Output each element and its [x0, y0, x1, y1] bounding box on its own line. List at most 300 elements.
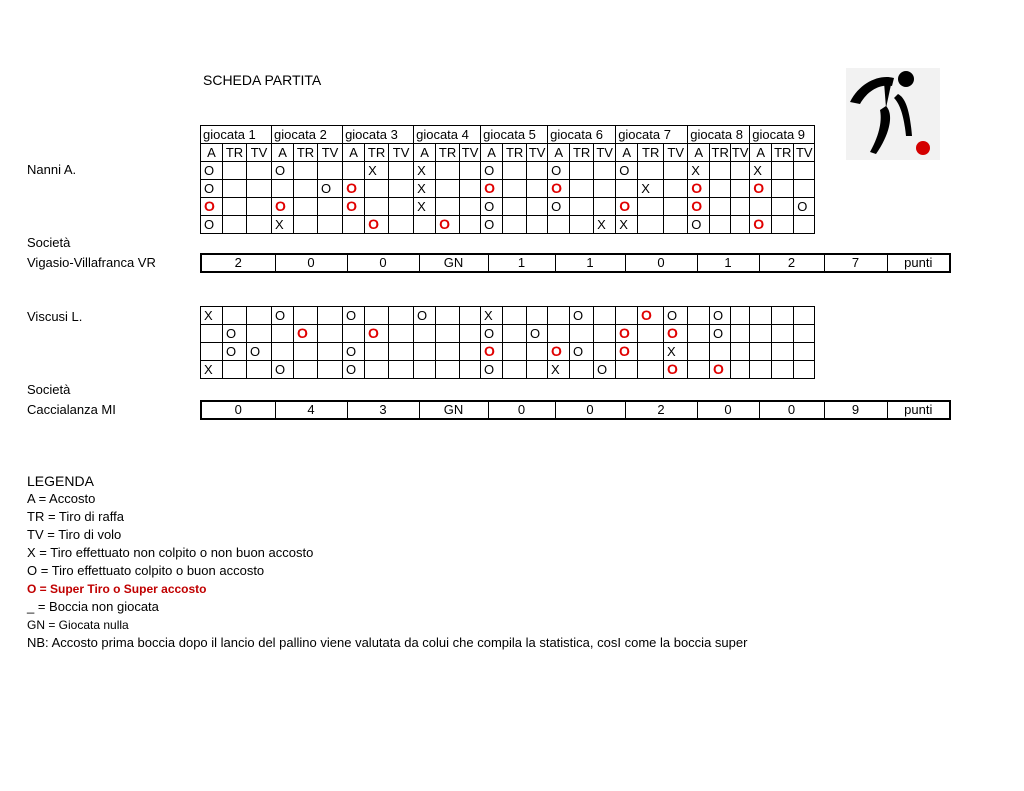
shot-cell [570, 198, 594, 216]
shot-cell [664, 162, 688, 180]
shot-cell [294, 180, 318, 198]
shot-cell [503, 162, 527, 180]
shot-cell [343, 325, 365, 343]
shot-cell [247, 216, 272, 234]
legend-tiro-raffa: TR = Tiro di raffa [27, 509, 124, 524]
shot-cell [638, 162, 664, 180]
shot-cell [436, 307, 460, 325]
shot-cell: X [201, 307, 223, 325]
shot-cell [772, 343, 794, 361]
shot-cell [460, 361, 481, 379]
shot-cell [594, 343, 616, 361]
shot-cell [688, 198, 710, 216]
team2-points-row [200, 400, 951, 420]
shot-cell: X [594, 216, 616, 234]
super-shot-mark: O [551, 343, 562, 359]
shot-type-header: TV [247, 144, 272, 162]
shot-cell: O [414, 307, 436, 325]
points-cell: 2 [625, 401, 697, 419]
shot-cell [772, 198, 794, 216]
shot-cell [527, 198, 548, 216]
shot-cell [794, 361, 815, 379]
game-header: giocata 9 [750, 126, 815, 144]
super-shot-mark: O [619, 325, 630, 341]
shot-cell [223, 361, 247, 379]
shot-row [201, 325, 815, 343]
shot-cell: O [318, 180, 343, 198]
shot-cell [794, 343, 815, 361]
shot-cell [389, 198, 414, 216]
shot-type-header: A [481, 144, 503, 162]
shot-cell [688, 180, 710, 198]
points-cell: 1 [697, 254, 759, 272]
super-shot-mark: O [641, 307, 652, 323]
shot-cell [481, 180, 503, 198]
shot-cell: O [548, 162, 570, 180]
team1-score-grid [200, 125, 815, 234]
shot-cell [272, 343, 294, 361]
shot-cell [688, 307, 710, 325]
shot-cell: O [481, 198, 503, 216]
shot-cell [710, 180, 731, 198]
shot-cell: O [481, 162, 503, 180]
points-cell: 7 [824, 254, 887, 272]
shot-cell [318, 307, 343, 325]
game-header: giocata 5 [481, 126, 548, 144]
shot-cell [481, 343, 503, 361]
shot-type-header: TV [527, 144, 548, 162]
shot-cell [365, 198, 389, 216]
shot-cell [664, 198, 688, 216]
game-header: giocata 3 [343, 126, 414, 144]
shot-cell [503, 180, 527, 198]
shot-cell: X [548, 361, 570, 379]
shot-cell [460, 325, 481, 343]
shot-cell: O [247, 343, 272, 361]
shot-cell [389, 180, 414, 198]
shot-cell [710, 162, 731, 180]
shot-cell [710, 343, 731, 361]
shot-cell [365, 216, 389, 234]
shot-cell [527, 216, 548, 234]
shot-type-header: TR [711, 145, 729, 160]
super-shot-mark: O [275, 198, 286, 214]
shot-cell [294, 198, 318, 216]
shot-cell: O [527, 325, 548, 343]
legend-nb: NB: Accosto prima boccia dopo il lancio del pallino viene valutata da colui che compila la statistica, cosI come la boccia super [27, 635, 748, 650]
shot-cell [365, 343, 389, 361]
shot-cell [389, 216, 414, 234]
legend-tiro-volo: TV = Tiro di volo [27, 527, 122, 542]
shot-cell: O [272, 162, 294, 180]
shot-cell [688, 325, 710, 343]
shot-row [201, 343, 815, 361]
shot-cell [664, 216, 688, 234]
shot-cell [594, 180, 616, 198]
team2-society-name: Caccialanza MI [27, 402, 116, 417]
shot-cell [389, 361, 414, 379]
shot-cell [570, 325, 594, 343]
shot-cell [638, 325, 664, 343]
shot-cell [503, 307, 527, 325]
super-shot-mark: O [484, 180, 496, 196]
points-cell: 0 [759, 401, 824, 419]
points-cell: 0 [347, 254, 419, 272]
shot-cell [294, 162, 318, 180]
shot-cell [460, 162, 481, 180]
shot-cell: X [481, 307, 503, 325]
points-cell: 1 [555, 254, 625, 272]
super-shot-mark: O [667, 325, 678, 341]
shot-cell [731, 325, 750, 343]
points-cell: GN [419, 401, 488, 419]
shot-cell [772, 325, 794, 343]
shot-cell [527, 343, 548, 361]
shot-cell [460, 180, 481, 198]
shot-cell [365, 180, 389, 198]
shot-type-header: TV [664, 144, 688, 162]
shot-cell [527, 307, 548, 325]
team1-society-label: Società [27, 235, 71, 250]
shot-cell [294, 361, 318, 379]
super-shot-mark: O [368, 325, 379, 341]
shot-cell [638, 198, 664, 216]
shot-cell [223, 307, 247, 325]
shot-type-header: TR [570, 144, 594, 162]
shot-cell [750, 216, 772, 234]
shot-cell [436, 216, 460, 234]
points-cell: punti [887, 254, 950, 272]
game-header: giocata 1 [201, 126, 272, 144]
shot-cell [436, 325, 460, 343]
shot-cell [294, 343, 318, 361]
shot-cell [389, 343, 414, 361]
super-shot-mark: O [297, 325, 308, 341]
shot-cell: X [365, 162, 389, 180]
shot-cell [638, 343, 664, 361]
shot-cell [772, 361, 794, 379]
shot-cell [616, 343, 638, 361]
shot-cell [247, 307, 272, 325]
super-shot-mark: O [204, 198, 215, 214]
shot-cell [731, 307, 750, 325]
team1-points-row [200, 253, 951, 273]
shot-cell: O [343, 343, 365, 361]
shot-cell [318, 325, 343, 343]
shot-cell [570, 361, 594, 379]
shot-cell [548, 343, 570, 361]
shot-cell [247, 361, 272, 379]
shot-type-header: TV [389, 144, 414, 162]
shot-cell [616, 325, 638, 343]
shot-cell [318, 162, 343, 180]
team2-society-label: Società [27, 382, 71, 397]
shot-cell [414, 216, 436, 234]
shot-cell [343, 180, 365, 198]
shot-cell [527, 361, 548, 379]
shot-cell [731, 180, 750, 198]
shot-cell [710, 198, 731, 216]
shot-cell: X [616, 216, 638, 234]
shot-cell [247, 198, 272, 216]
super-shot-mark: O [619, 343, 630, 359]
shot-cell: O [201, 180, 223, 198]
shot-cell: O [201, 162, 223, 180]
shot-cell [365, 361, 389, 379]
shot-cell: O [481, 361, 503, 379]
shot-cell [616, 198, 638, 216]
shot-row [201, 198, 815, 216]
shot-type-header: TR [772, 144, 794, 162]
shot-cell: O [794, 198, 815, 216]
game-header: giocata 4 [414, 126, 481, 144]
shot-cell [503, 325, 527, 343]
shot-cell [594, 307, 616, 325]
shot-cell [527, 162, 548, 180]
points-cell: 0 [201, 401, 275, 419]
super-shot-mark: O [439, 216, 450, 232]
shot-type-header: TV [731, 145, 749, 160]
shot-cell [318, 361, 343, 379]
shot-row [201, 180, 815, 198]
shot-cell [247, 325, 272, 343]
shot-cell [294, 307, 318, 325]
shot-cell: X [750, 162, 772, 180]
shot-cell: O [616, 162, 638, 180]
shot-cell [616, 361, 638, 379]
points-cell: 0 [697, 401, 759, 419]
shot-type-header: A [750, 144, 772, 162]
shot-cell [460, 198, 481, 216]
points-cell: 9 [824, 401, 887, 419]
super-shot-mark: O [619, 198, 631, 214]
shot-cell [750, 343, 772, 361]
shot-cell [436, 343, 460, 361]
shot-cell [414, 343, 436, 361]
shot-cell [201, 343, 223, 361]
points-cell: 2 [201, 254, 275, 272]
game-header: giocata 6 [548, 126, 616, 144]
shot-type-header: TV [794, 144, 815, 162]
shot-type-header: TR [223, 144, 247, 162]
shot-cell: O [664, 307, 688, 325]
shot-cell [201, 198, 223, 216]
legend-gn: GN = Giocata nulla [27, 618, 129, 632]
shot-cell [460, 307, 481, 325]
legend-super: O = Super Tiro o Super accosto [27, 582, 207, 596]
shot-cell [570, 180, 594, 198]
shot-type-header: TV [460, 144, 481, 162]
shot-cell [343, 162, 365, 180]
shot-cell [794, 162, 815, 180]
super-shot-mark: O [753, 180, 765, 196]
shot-cell: O [710, 307, 731, 325]
shot-row [201, 162, 815, 180]
shot-cell: O [272, 307, 294, 325]
shot-cell [750, 361, 772, 379]
shot-cell: O [548, 198, 570, 216]
shot-cell [503, 343, 527, 361]
shot-cell [688, 343, 710, 361]
super-shot-mark: O [713, 361, 724, 377]
shot-cell [731, 162, 750, 180]
super-shot-mark: O [346, 180, 357, 196]
shot-cell [201, 325, 223, 343]
shot-cell [247, 162, 272, 180]
shot-type-header: A [414, 144, 436, 162]
game-header: giocata 8 [688, 126, 750, 144]
shot-cell [794, 325, 815, 343]
shot-cell [750, 180, 772, 198]
shot-cell [318, 343, 343, 361]
shot-cell [638, 307, 664, 325]
shot-cell [436, 162, 460, 180]
shot-cell [794, 307, 815, 325]
shot-cell [223, 198, 247, 216]
shot-cell [294, 216, 318, 234]
shot-cell [272, 180, 294, 198]
shot-cell [223, 162, 247, 180]
shot-cell [436, 361, 460, 379]
shot-cell [223, 180, 247, 198]
points-cell: 3 [347, 401, 419, 419]
shot-cell [365, 307, 389, 325]
shot-row [201, 216, 815, 234]
shot-cell: O [570, 307, 594, 325]
shot-type-header: TR [294, 144, 318, 162]
shot-cell [503, 198, 527, 216]
legend-accosto: A = Accosto [27, 491, 96, 506]
bocce-player-logo [846, 68, 940, 160]
shot-cell [318, 198, 343, 216]
shot-cell: O [481, 216, 503, 234]
super-shot-mark: O [551, 180, 563, 196]
shot-row [201, 307, 815, 325]
shot-type-header: TR [365, 144, 389, 162]
page-title: SCHEDA PARTITA [203, 72, 322, 88]
shot-type-header: TV [594, 144, 616, 162]
shot-cell [594, 325, 616, 343]
shot-cell: O [343, 361, 365, 379]
shot-cell [414, 361, 436, 379]
super-shot-mark: O [753, 216, 765, 232]
shot-cell: X [664, 343, 688, 361]
shot-cell [389, 162, 414, 180]
super-shot-mark: O [691, 198, 703, 214]
legend-heading: LEGENDA [27, 473, 94, 489]
shot-type-header: A [688, 144, 710, 162]
shot-type-header: A [616, 144, 638, 162]
shot-cell [503, 216, 527, 234]
shot-cell [343, 198, 365, 216]
shot-cell [616, 180, 638, 198]
team2-player-name: Viscusi L. [27, 309, 83, 324]
shot-type-header: A [548, 144, 570, 162]
shot-cell [247, 180, 272, 198]
shot-cell: O [688, 216, 710, 234]
super-shot-mark: O [667, 361, 678, 377]
shot-cell [750, 307, 772, 325]
shot-cell [548, 216, 570, 234]
shot-cell [638, 216, 664, 234]
points-cell: 4 [275, 401, 347, 419]
game-header: giocata 2 [272, 126, 343, 144]
shot-cell [548, 180, 570, 198]
shot-cell: X [688, 162, 710, 180]
points-cell: 2 [759, 254, 824, 272]
shot-type-header: TV [318, 144, 343, 162]
shot-cell [688, 361, 710, 379]
shot-cell [794, 180, 815, 198]
shot-cell [436, 198, 460, 216]
shot-cell [664, 180, 688, 198]
shot-cell [460, 216, 481, 234]
shot-cell [772, 162, 794, 180]
shot-cell [570, 216, 594, 234]
shot-cell [731, 343, 750, 361]
shot-type-header: TR [638, 144, 664, 162]
shot-cell: O [570, 343, 594, 361]
shot-cell [272, 325, 294, 343]
shot-type-header: A [272, 144, 294, 162]
shot-cell: O [481, 325, 503, 343]
shot-cell [527, 180, 548, 198]
shot-cell [710, 361, 731, 379]
shot-cell [731, 216, 750, 234]
shot-cell [664, 325, 688, 343]
shot-cell: O [223, 325, 247, 343]
shot-cell [460, 343, 481, 361]
team2-score-grid [200, 306, 815, 379]
points-cell: 0 [275, 254, 347, 272]
shot-cell [731, 361, 750, 379]
super-shot-mark: O [484, 343, 495, 359]
shot-cell [294, 325, 318, 343]
shot-cell [731, 198, 750, 216]
shot-cell [616, 307, 638, 325]
shot-cell: O [201, 216, 223, 234]
shot-cell [750, 198, 772, 216]
shot-cell [794, 216, 815, 234]
shot-cell [548, 307, 570, 325]
game-header: giocata 7 [616, 126, 688, 144]
points-cell: punti [887, 401, 950, 419]
super-shot-mark: O [691, 180, 703, 196]
legend-o: O = Tiro effettuato colpito o buon accosto [27, 563, 265, 578]
shot-cell: X [272, 216, 294, 234]
shot-cell [772, 307, 794, 325]
shot-cell: O [710, 325, 731, 343]
shot-cell [710, 216, 731, 234]
shot-cell: O [343, 307, 365, 325]
shot-cell [594, 162, 616, 180]
shot-cell [414, 325, 436, 343]
shot-cell [389, 325, 414, 343]
shot-cell [503, 361, 527, 379]
shot-cell: X [414, 180, 436, 198]
shot-cell [365, 325, 389, 343]
legend-non-giocata: _ = Boccia non giocata [27, 599, 159, 614]
shot-cell [318, 216, 343, 234]
shot-cell: X [414, 198, 436, 216]
points-cell: GN [419, 254, 488, 272]
super-shot-mark: O [368, 216, 379, 232]
shot-type-header: A [343, 144, 365, 162]
super-shot-mark: O [346, 198, 357, 214]
points-cell: 0 [488, 401, 555, 419]
shot-cell [772, 180, 794, 198]
shot-cell: O [594, 361, 616, 379]
